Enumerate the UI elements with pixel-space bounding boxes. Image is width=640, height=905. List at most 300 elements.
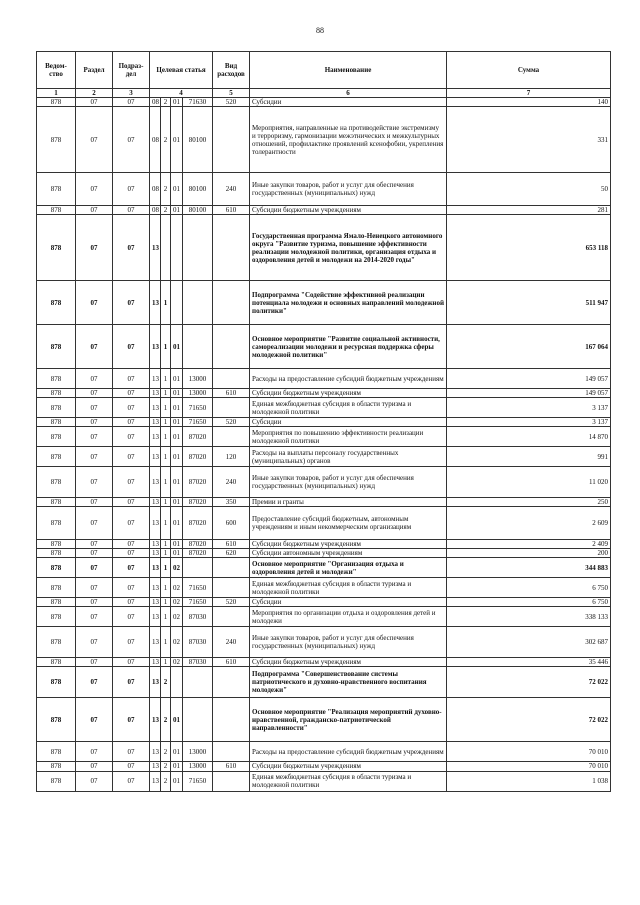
- target-direction-cell: 80100: [183, 206, 213, 215]
- target-program-cell: 13: [150, 607, 161, 627]
- expense-type-cell: [213, 607, 250, 627]
- name-cell: Основное мероприятие "Организация отдыха и оздоровления детей и молодежи": [250, 558, 447, 578]
- table-row: [37, 206, 611, 215]
- razdel-cell: 07: [76, 658, 113, 667]
- vedomstvo-cell: 878: [37, 447, 76, 467]
- col-number: 3: [113, 89, 150, 98]
- target-direction-cell: 80100: [183, 173, 213, 206]
- target-program-cell: 08: [150, 173, 161, 206]
- target-subprogram-cell: 1: [161, 627, 171, 658]
- razdel-cell: 07: [76, 173, 113, 206]
- table-row: [37, 398, 611, 418]
- podrazdel-cell: 07: [113, 540, 150, 549]
- name-cell: Предоставление субсидий бюджетным, автономным учреждениям и иным некоммерческим организациям: [250, 507, 447, 540]
- amount-cell: 511 947: [447, 281, 611, 325]
- name-cell: Единая межбюджетная субсидия в области туризма и молодежной политики: [250, 398, 447, 418]
- expense-type-cell: [213, 578, 250, 598]
- expense-type-cell: [213, 427, 250, 447]
- target-direction-cell: 87020: [183, 447, 213, 467]
- target-event-cell: 01: [171, 206, 183, 215]
- target-direction-cell: 13000: [183, 369, 213, 389]
- target-subprogram-cell: [161, 215, 171, 281]
- table-row: [37, 549, 611, 558]
- target-subprogram-cell: 1: [161, 447, 171, 467]
- name-cell: Мероприятия, направленные на противодействие экстремизму и терроризму, гармонизации межэтнических и межкультурных отношений, профилактике проявлений ксенофобии, укрепления толерантности: [250, 107, 447, 173]
- target-program-cell: 13: [150, 658, 161, 667]
- name-cell: Премии и гранты: [250, 498, 447, 507]
- name-cell: Иные закупки товаров, работ и услуг для обеспечения государственных (муниципальных) нужд: [250, 467, 447, 498]
- target-event-cell: 01: [171, 325, 183, 369]
- razdel-cell: 07: [76, 549, 113, 558]
- podrazdel-cell: 07: [113, 578, 150, 598]
- target-direction-cell: 80100: [183, 107, 213, 173]
- expense-type-cell: 120: [213, 447, 250, 467]
- target-direction-cell: 13000: [183, 762, 213, 771]
- expense-type-cell: 610: [213, 389, 250, 398]
- target-subprogram-cell: 1: [161, 558, 171, 578]
- col-number: 1: [37, 89, 76, 98]
- target-event-cell: [171, 215, 183, 281]
- target-event-cell: 01: [171, 742, 183, 762]
- target-event-cell: 01: [171, 389, 183, 398]
- podrazdel-cell: 07: [113, 549, 150, 558]
- expense-type-cell: 610: [213, 540, 250, 549]
- expense-type-cell: [213, 215, 250, 281]
- name-cell: Мероприятия по организации отдыха и оздоровления детей и молодежи: [250, 607, 447, 627]
- vedomstvo-cell: 878: [37, 507, 76, 540]
- podrazdel-cell: 07: [113, 667, 150, 698]
- target-subprogram-cell: 1: [161, 467, 171, 498]
- podrazdel-cell: 07: [113, 389, 150, 398]
- amount-cell: 14 870: [447, 427, 611, 447]
- expense-type-cell: [213, 771, 250, 791]
- target-program-cell: 13: [150, 398, 161, 418]
- podrazdel-cell: 07: [113, 627, 150, 658]
- target-subprogram-cell: 2: [161, 98, 171, 107]
- podrazdel-cell: 07: [113, 762, 150, 771]
- target-program-cell: 13: [150, 467, 161, 498]
- razdel-cell: 07: [76, 578, 113, 598]
- target-direction-cell: 87020: [183, 507, 213, 540]
- name-cell: Единая межбюджетная субсидия в области туризма и молодежной политики: [250, 771, 447, 791]
- target-program-cell: 13: [150, 742, 161, 762]
- razdel-cell: 07: [76, 398, 113, 418]
- table-row: [37, 498, 611, 507]
- vedomstvo-cell: 878: [37, 206, 76, 215]
- table-row: [37, 369, 611, 389]
- target-event-cell: 01: [171, 540, 183, 549]
- target-direction-cell: 87020: [183, 540, 213, 549]
- target-program-cell: 08: [150, 98, 161, 107]
- podrazdel-cell: 07: [113, 507, 150, 540]
- vedomstvo-cell: 878: [37, 389, 76, 398]
- table-row: [37, 762, 611, 771]
- amount-cell: 11 020: [447, 467, 611, 498]
- razdel-cell: 07: [76, 742, 113, 762]
- target-event-cell: 01: [171, 107, 183, 173]
- podrazdel-cell: 07: [113, 607, 150, 627]
- target-direction-cell: 87020: [183, 498, 213, 507]
- name-cell: Единая межбюджетная субсидия в области туризма и молодежной политики: [250, 578, 447, 598]
- name-cell: Мероприятия по повышению эффективности реализации молодежной политики: [250, 427, 447, 447]
- table-row: [37, 578, 611, 598]
- table-row: [37, 598, 611, 607]
- podrazdel-cell: 07: [113, 427, 150, 447]
- amount-cell: 70 010: [447, 742, 611, 762]
- podrazdel-cell: 07: [113, 598, 150, 607]
- expense-type-cell: [213, 369, 250, 389]
- target-event-cell: 01: [171, 173, 183, 206]
- amount-cell: 167 064: [447, 325, 611, 369]
- expense-type-cell: 520: [213, 418, 250, 427]
- vedomstvo-cell: 878: [37, 98, 76, 107]
- table-row: [37, 447, 611, 467]
- razdel-cell: 07: [76, 447, 113, 467]
- name-cell: Субсидии: [250, 98, 447, 107]
- amount-cell: 6 750: [447, 598, 611, 607]
- name-cell: Субсидии бюджетным учреждениям: [250, 206, 447, 215]
- amount-cell: 344 883: [447, 558, 611, 578]
- expense-type-cell: [213, 398, 250, 418]
- table-row: [37, 281, 611, 325]
- name-cell: Субсидии бюджетным учреждениям: [250, 762, 447, 771]
- razdel-cell: 07: [76, 698, 113, 742]
- podrazdel-cell: 07: [113, 771, 150, 791]
- name-cell: Расходы на предоставление субсидий бюджетным учреждениям: [250, 742, 447, 762]
- page-number: 88: [316, 26, 324, 35]
- table-row: [37, 658, 611, 667]
- target-subprogram-cell: 2: [161, 206, 171, 215]
- target-event-cell: 01: [171, 418, 183, 427]
- col-number: 7: [447, 89, 611, 98]
- razdel-cell: 07: [76, 215, 113, 281]
- table-row: [37, 507, 611, 540]
- target-program-cell: 13: [150, 598, 161, 607]
- razdel-cell: 07: [76, 281, 113, 325]
- target-program-cell: 13: [150, 667, 161, 698]
- table-row: [37, 215, 611, 281]
- col-number: 4: [150, 89, 213, 98]
- target-program-cell: 13: [150, 498, 161, 507]
- podrazdel-cell: 07: [113, 173, 150, 206]
- table-row: [37, 607, 611, 627]
- razdel-cell: 07: [76, 369, 113, 389]
- table-row: [37, 467, 611, 498]
- podrazdel-cell: 07: [113, 558, 150, 578]
- target-subprogram-cell: 1: [161, 658, 171, 667]
- name-cell: Субсидии бюджетным учреждениям: [250, 658, 447, 667]
- table-row: [37, 667, 611, 698]
- amount-cell: 140: [447, 98, 611, 107]
- expense-type-cell: 520: [213, 98, 250, 107]
- amount-cell: 250: [447, 498, 611, 507]
- table-row: [37, 698, 611, 742]
- target-program-cell: 13: [150, 325, 161, 369]
- expense-type-cell: [213, 667, 250, 698]
- target-subprogram-cell: 1: [161, 427, 171, 447]
- target-event-cell: 02: [171, 598, 183, 607]
- amount-cell: 70 010: [447, 762, 611, 771]
- target-direction-cell: 71650: [183, 771, 213, 791]
- razdel-cell: 07: [76, 771, 113, 791]
- podrazdel-cell: 07: [113, 325, 150, 369]
- target-event-cell: 01: [171, 498, 183, 507]
- amount-cell: 281: [447, 206, 611, 215]
- target-subprogram-cell: 1: [161, 507, 171, 540]
- name-cell: Иные закупки товаров, работ и услуг для обеспечения государственных (муниципальных) нужд: [250, 627, 447, 658]
- expense-type-cell: 600: [213, 507, 250, 540]
- target-event-cell: 01: [171, 698, 183, 742]
- amount-cell: 149 057: [447, 389, 611, 398]
- target-event-cell: 01: [171, 447, 183, 467]
- vedomstvo-cell: 878: [37, 549, 76, 558]
- col-number: 6: [250, 89, 447, 98]
- target-direction-cell: [183, 698, 213, 742]
- vedomstvo-cell: 878: [37, 498, 76, 507]
- table-row: [37, 173, 611, 206]
- target-direction-cell: [183, 281, 213, 325]
- podrazdel-cell: 07: [113, 447, 150, 467]
- col-number: 5: [213, 89, 250, 98]
- target-program-cell: 13: [150, 771, 161, 791]
- podrazdel-cell: 07: [113, 418, 150, 427]
- amount-cell: 72 022: [447, 667, 611, 698]
- vedomstvo-cell: 878: [37, 427, 76, 447]
- razdel-cell: 07: [76, 667, 113, 698]
- razdel-cell: 07: [76, 607, 113, 627]
- target-direction-cell: [183, 558, 213, 578]
- razdel-cell: 07: [76, 98, 113, 107]
- vedomstvo-cell: 878: [37, 698, 76, 742]
- target-direction-cell: [183, 215, 213, 281]
- expense-type-cell: [213, 742, 250, 762]
- amount-cell: 2 409: [447, 540, 611, 549]
- razdel-cell: 07: [76, 498, 113, 507]
- name-cell: Субсидии бюджетным учреждениям: [250, 389, 447, 398]
- target-subprogram-cell: 2: [161, 742, 171, 762]
- podrazdel-cell: 07: [113, 369, 150, 389]
- target-event-cell: 02: [171, 558, 183, 578]
- amount-cell: 200: [447, 549, 611, 558]
- col-number: 2: [76, 89, 113, 98]
- expense-type-cell: 610: [213, 206, 250, 215]
- target-program-cell: 13: [150, 578, 161, 598]
- target-direction-cell: 87020: [183, 467, 213, 498]
- target-program-cell: 13: [150, 389, 161, 398]
- budget-table: [36, 51, 611, 792]
- target-direction-cell: 13000: [183, 389, 213, 398]
- razdel-cell: 07: [76, 418, 113, 427]
- target-subprogram-cell: 1: [161, 418, 171, 427]
- target-event-cell: 01: [171, 467, 183, 498]
- target-event-cell: [171, 281, 183, 325]
- target-program-cell: 13: [150, 540, 161, 549]
- target-direction-cell: 87030: [183, 627, 213, 658]
- amount-cell: 3 137: [447, 418, 611, 427]
- podrazdel-cell: 07: [113, 98, 150, 107]
- vedomstvo-cell: 878: [37, 667, 76, 698]
- vedomstvo-cell: 878: [37, 762, 76, 771]
- amount-cell: 6 750: [447, 578, 611, 598]
- target-direction-cell: [183, 325, 213, 369]
- table-row: [37, 98, 611, 107]
- target-program-cell: 13: [150, 418, 161, 427]
- target-subprogram-cell: 1: [161, 607, 171, 627]
- table-row: [37, 627, 611, 658]
- name-cell: Основное мероприятие "Реализация мероприятий духовно-нравственной, гражданско-патриотической направленности": [250, 698, 447, 742]
- target-program-cell: 13: [150, 281, 161, 325]
- table-row: [37, 389, 611, 398]
- expense-type-cell: 620: [213, 549, 250, 558]
- name-cell: Основное мероприятие "Развитие социальной активности, самореализации молодежи и ресурсная поддержка сферы молодежной политики": [250, 325, 447, 369]
- name-cell: Расходы на предоставление субсидий бюджетным учреждениям: [250, 369, 447, 389]
- amount-cell: 338 133: [447, 607, 611, 627]
- amount-cell: 149 057: [447, 369, 611, 389]
- vedomstvo-cell: 878: [37, 281, 76, 325]
- header-vid-rashodov: Вид расходов: [213, 52, 250, 89]
- target-event-cell: 02: [171, 658, 183, 667]
- vedomstvo-cell: 878: [37, 418, 76, 427]
- vedomstvo-cell: 878: [37, 771, 76, 791]
- target-event-cell: 01: [171, 507, 183, 540]
- target-program-cell: 13: [150, 369, 161, 389]
- target-direction-cell: 71650: [183, 398, 213, 418]
- podrazdel-cell: 07: [113, 498, 150, 507]
- target-direction-cell: 71630: [183, 98, 213, 107]
- target-program-cell: 13: [150, 558, 161, 578]
- expense-type-cell: [213, 281, 250, 325]
- amount-cell: 72 022: [447, 698, 611, 742]
- target-program-cell: 13: [150, 427, 161, 447]
- header-summa: Сумма: [447, 52, 611, 89]
- target-program-cell: 13: [150, 507, 161, 540]
- name-cell: Подпрограмма "Содействие эффективной реализации потенциала молодежи и основных направлений молодежной политики": [250, 281, 447, 325]
- target-direction-cell: 87020: [183, 427, 213, 447]
- podrazdel-cell: 07: [113, 107, 150, 173]
- amount-cell: 653 118: [447, 215, 611, 281]
- target-subprogram-cell: 1: [161, 540, 171, 549]
- vedomstvo-cell: 878: [37, 107, 76, 173]
- razdel-cell: 07: [76, 107, 113, 173]
- amount-cell: 331: [447, 107, 611, 173]
- target-subprogram-cell: 1: [161, 498, 171, 507]
- vedomstvo-cell: 878: [37, 540, 76, 549]
- razdel-cell: 07: [76, 558, 113, 578]
- table-row: [37, 540, 611, 549]
- vedomstvo-cell: 878: [37, 325, 76, 369]
- target-subprogram-cell: 2: [161, 771, 171, 791]
- razdel-cell: 07: [76, 206, 113, 215]
- vedomstvo-cell: 878: [37, 598, 76, 607]
- target-direction-cell: 71650: [183, 578, 213, 598]
- target-subprogram-cell: 1: [161, 578, 171, 598]
- target-program-cell: 13: [150, 698, 161, 742]
- target-subprogram-cell: 1: [161, 281, 171, 325]
- vedomstvo-cell: 878: [37, 173, 76, 206]
- expense-type-cell: 610: [213, 762, 250, 771]
- target-subprogram-cell: 2: [161, 698, 171, 742]
- razdel-cell: 07: [76, 467, 113, 498]
- target-program-cell: 13: [150, 447, 161, 467]
- target-program-cell: 08: [150, 206, 161, 215]
- name-cell: Субсидии: [250, 418, 447, 427]
- target-event-cell: 01: [171, 398, 183, 418]
- vedomstvo-cell: 878: [37, 398, 76, 418]
- target-event-cell: 02: [171, 627, 183, 658]
- vedomstvo-cell: 878: [37, 658, 76, 667]
- target-subprogram-cell: 2: [161, 107, 171, 173]
- razdel-cell: 07: [76, 762, 113, 771]
- target-program-cell: 13: [150, 215, 161, 281]
- amount-cell: 302 687: [447, 627, 611, 658]
- podrazdel-cell: 07: [113, 658, 150, 667]
- amount-cell: 3 137: [447, 398, 611, 418]
- target-event-cell: 02: [171, 578, 183, 598]
- name-cell: Субсидии бюджетным учреждениям: [250, 540, 447, 549]
- target-program-cell: 08: [150, 107, 161, 173]
- razdel-cell: 07: [76, 627, 113, 658]
- razdel-cell: 07: [76, 507, 113, 540]
- amount-cell: 35 446: [447, 658, 611, 667]
- vedomstvo-cell: 878: [37, 607, 76, 627]
- table-row: [37, 427, 611, 447]
- vedomstvo-cell: 878: [37, 215, 76, 281]
- table-row: [37, 325, 611, 369]
- target-event-cell: 01: [171, 369, 183, 389]
- target-subprogram-cell: 1: [161, 389, 171, 398]
- header-naimenovanie: Наименование: [250, 52, 447, 89]
- amount-cell: 1 038: [447, 771, 611, 791]
- target-subprogram-cell: 1: [161, 369, 171, 389]
- target-subprogram-cell: 1: [161, 325, 171, 369]
- expense-type-cell: 610: [213, 658, 250, 667]
- target-direction-cell: 71650: [183, 598, 213, 607]
- name-cell: Субсидии: [250, 598, 447, 607]
- table-row: [37, 558, 611, 578]
- amount-cell: 50: [447, 173, 611, 206]
- header-podrazdel: Подраз-дел: [113, 52, 150, 89]
- target-direction-cell: [183, 667, 213, 698]
- table-row: [37, 418, 611, 427]
- target-direction-cell: 13000: [183, 742, 213, 762]
- razdel-cell: 07: [76, 540, 113, 549]
- header-razdel: Раздел: [76, 52, 113, 89]
- target-direction-cell: 71650: [183, 418, 213, 427]
- target-program-cell: 13: [150, 762, 161, 771]
- target-event-cell: 01: [171, 98, 183, 107]
- amount-cell: 2 609: [447, 507, 611, 540]
- podrazdel-cell: 07: [113, 281, 150, 325]
- expense-type-cell: [213, 325, 250, 369]
- target-direction-cell: 87030: [183, 607, 213, 627]
- target-subprogram-cell: 2: [161, 762, 171, 771]
- target-event-cell: [171, 667, 183, 698]
- podrazdel-cell: 07: [113, 742, 150, 762]
- razdel-cell: 07: [76, 598, 113, 607]
- vedomstvo-cell: 878: [37, 742, 76, 762]
- podrazdel-cell: 07: [113, 398, 150, 418]
- target-subprogram-cell: 1: [161, 398, 171, 418]
- podrazdel-cell: 07: [113, 467, 150, 498]
- razdel-cell: 07: [76, 427, 113, 447]
- target-direction-cell: 87030: [183, 658, 213, 667]
- table-row: [37, 107, 611, 173]
- vedomstvo-cell: 878: [37, 558, 76, 578]
- name-cell: Субсидии автономным учреждениям: [250, 549, 447, 558]
- vedomstvo-cell: 878: [37, 627, 76, 658]
- target-event-cell: 01: [171, 771, 183, 791]
- table-row: [37, 771, 611, 791]
